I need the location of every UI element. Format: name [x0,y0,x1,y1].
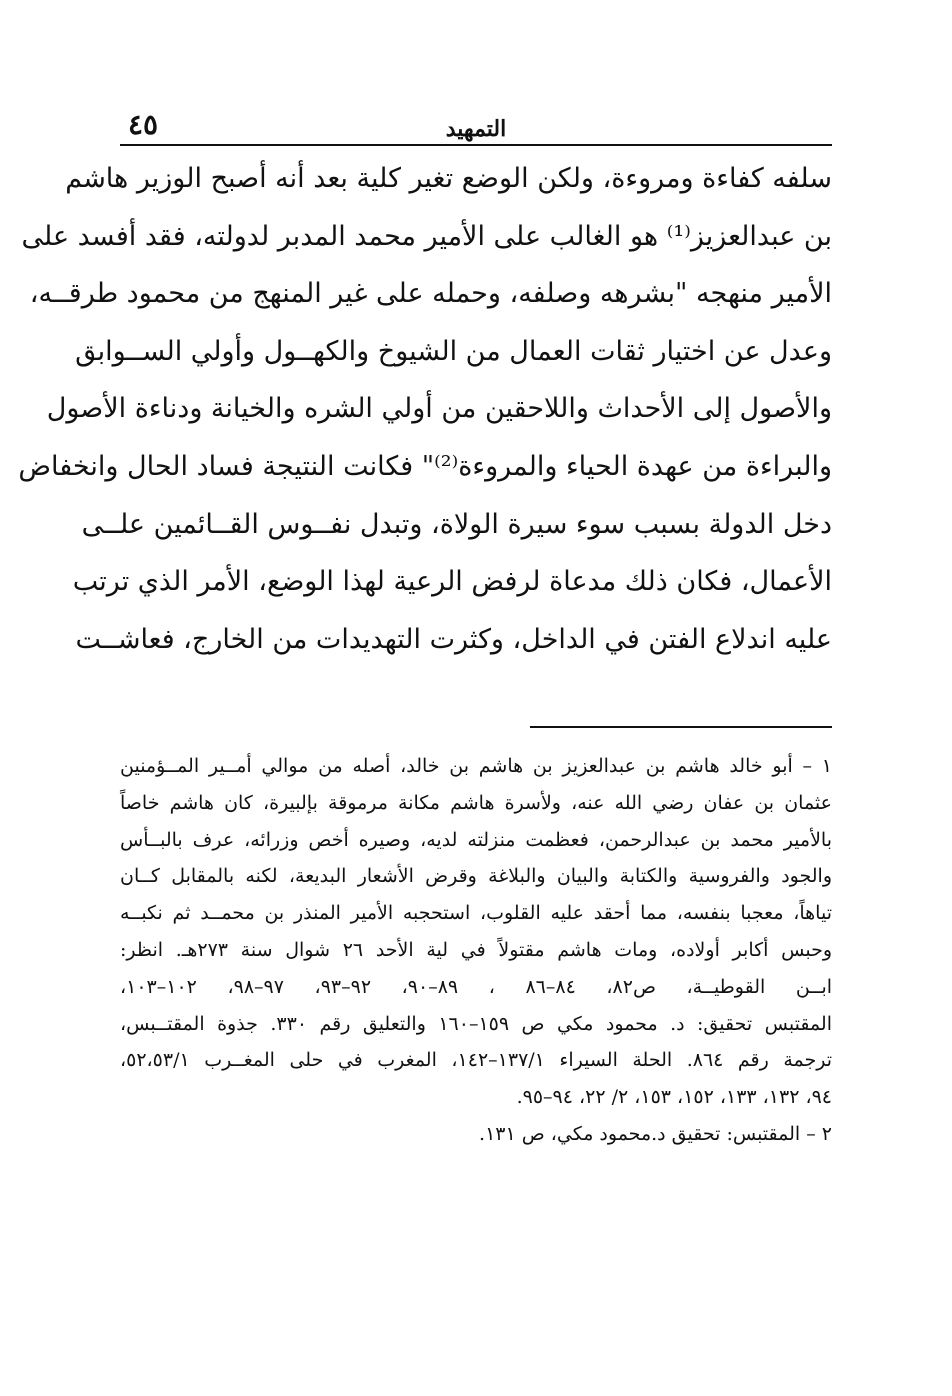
footnote-line: والجود والفروسية والكتابة والبيان والبلاغة وقرض الأشعار البديعة، لكنه بالمقابل كــان [120,865,832,888]
main-text-line: الأمير منهجه "بشرهه وصلفه، وحمله على غير المنهج من محمود طرقــه، [29,278,832,310]
footnote-line: تياهاً، معجبا بنفسه، مما أحقد عليه القلوب، استحجبه الأمير المنذر بن محمــد ثم نكبــه [120,902,832,925]
main-text-line: عليه اندلاع الفتن في الداخل، وكثرت التهديدات من الخارج، فعاشــت [75,623,832,655]
main-text-line: وعدل عن اختيار ثقات العمال من الشيوخ والكهــول وأولي الســوابق [75,335,832,367]
footnote-line: بالأمير محمد بن عبدالرحمن، فعظمت منزلته لديه، وصيره أخص وزرائه، عرف بالبــأس [120,828,832,851]
footnote-line: ابــن القوطيــة، ص٨٢، ٨٤–٨٦ ، ٨٩–٩٠، ٩٢–٩٣، ٩٧–٩٨، ١٠٢–١٠٣، [120,975,833,998]
running-title: التمهيد [445,116,507,142]
header-rule [120,144,832,146]
footnote-line: ٩٤، ١٣٢، ١٣٣، ١٥٢، ١٥٣، ٢/ ٢٢، ٩٤–٩٥. [516,1086,832,1109]
main-text-line: والبراءة من عهدة الحياء والمروءة⁽²⁾" فكانت النتيجة فساد الحال وانخفاض [18,450,832,482]
footnote-line: عثمان بن عفان رضي الله عنه، ولأسرة هاشم مكانة مرموقة بإلبيرة، كان هاشم خاصاً [120,791,832,814]
footnote-line: المقتبس تحقيق: د. محمود مكي ص ١٥٩–١٦٠ والتعليق رقم ٣٣٠. جذوة المقتــبس، [120,1012,832,1035]
main-text-line: سلفه كفاءة ومروءة، ولكن الوضع تغير كلية بعد أنه أصبح الوزير هاشم [65,163,832,194]
footnote-separator [530,726,832,728]
main-text-line: دخل الدولة بسبب سوء سيرة الولاة، وتبدل نفــوس القــائمين علــى [81,508,832,540]
footnote-line: ١ – أبو خالد هاشم بن عبدالعزيز بن هاشم بن خالد، أصله من موالي أمــير المــؤمنين [120,755,832,777]
footnote-line: وحبس أكابر أولاده، ومات هاشم مقتولاً في لية الأحد ٢٦ شوال سنة ٢٧٣هـ. انظر: [120,938,832,961]
main-text [18,150,832,668]
footnote-line: ٢ – المقتبس: تحقيق د.محمود مكي، ص ١٣١. [479,1122,832,1145]
main-text-line: الأعمال، فكان ذلك مدعاة لرفض الرعية لهذا الوضع، الأمر الذي ترتب [72,566,832,598]
main-text-line: والأصول إلى الأحداث واللاحقين من أولي الشره والخيانة ودناءة الأصول [46,393,832,425]
page-header [120,108,832,144]
footnote-line: ترجمة رقم ٨٦٤. الحلة السيراء ١٣٧/١–١٤٢، المغرب في حلى المغــرب ٥٢،٥٣/١، [120,1049,833,1072]
page-number: ٤٥ [128,108,159,141]
main-text-line: بن عبدالعزيز⁽¹⁾ هو الغالب على الأمير محمد المدبر لدولته، فقد أفسد على [21,220,832,252]
footnotes [120,748,832,1153]
